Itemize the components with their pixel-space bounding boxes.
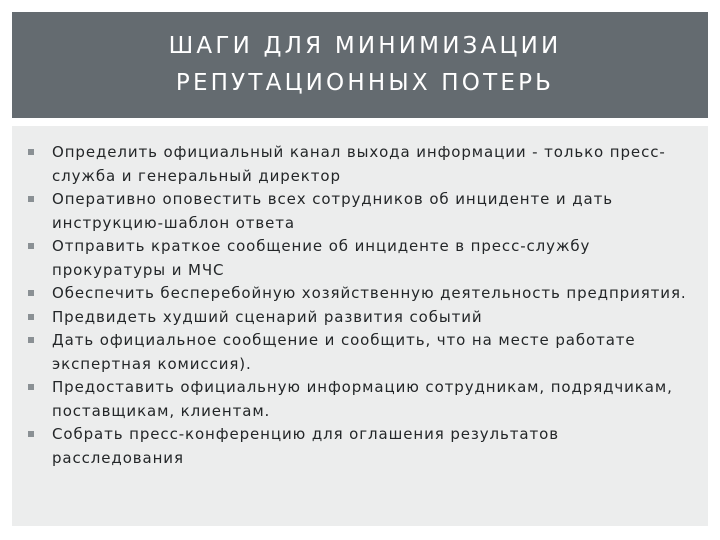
bullet-text: Обеспечить бесперебойную хозяйственную деятельность предприятия. [52,284,687,302]
bullet-square-icon [28,196,34,202]
bullet-text: Оперативно оповестить всех сотрудников об инциденте и дать инструкцию-шаблон ответа [52,190,613,232]
bullet-item [52,235,688,282]
bullet-item [52,188,688,235]
bullet-text: Отправить краткое сообщение об инциденте в пресс-службу прокуратуры и МЧС [52,237,591,279]
bullet-square-icon [28,314,34,320]
bullet-square-icon [28,337,34,343]
bullet-square-icon [28,290,34,296]
bullet-item [52,282,688,306]
bullet-text: Предоставить официальную информацию сотрудникам, подрядчикам, поставщикам, клиентам. [52,378,673,420]
bullet-text: Определить официальный канал выхода информации - только пресс-служба и генеральный директор [52,143,666,185]
content-panel [12,126,708,526]
bullet-list [12,126,708,470]
bullet-item [52,141,688,188]
bullet-item [52,329,688,376]
bullet-square-icon [28,243,34,249]
bullet-text: Собрать пресс-конференцию для оглашения результатов расследования [52,425,559,467]
slide-title: ШАГИ ДЛЯ МИНИМИЗАЦИИ РЕПУТАЦИОННЫХ ПОТЕРЬ [168,33,562,96]
bullet-text: Дать официальное сообщение и сообщить, что на месте работате экспертная комиссия). [52,331,636,373]
bullet-square-icon [28,431,34,437]
title-bar [12,12,708,118]
bullet-square-icon [28,384,34,390]
bullet-item [52,423,688,470]
bullet-text: Предвидеть худший сценарий развития событий [52,307,483,326]
bullet-square-icon [28,149,34,155]
bullet-item [52,306,688,330]
bullet-item [52,376,688,423]
